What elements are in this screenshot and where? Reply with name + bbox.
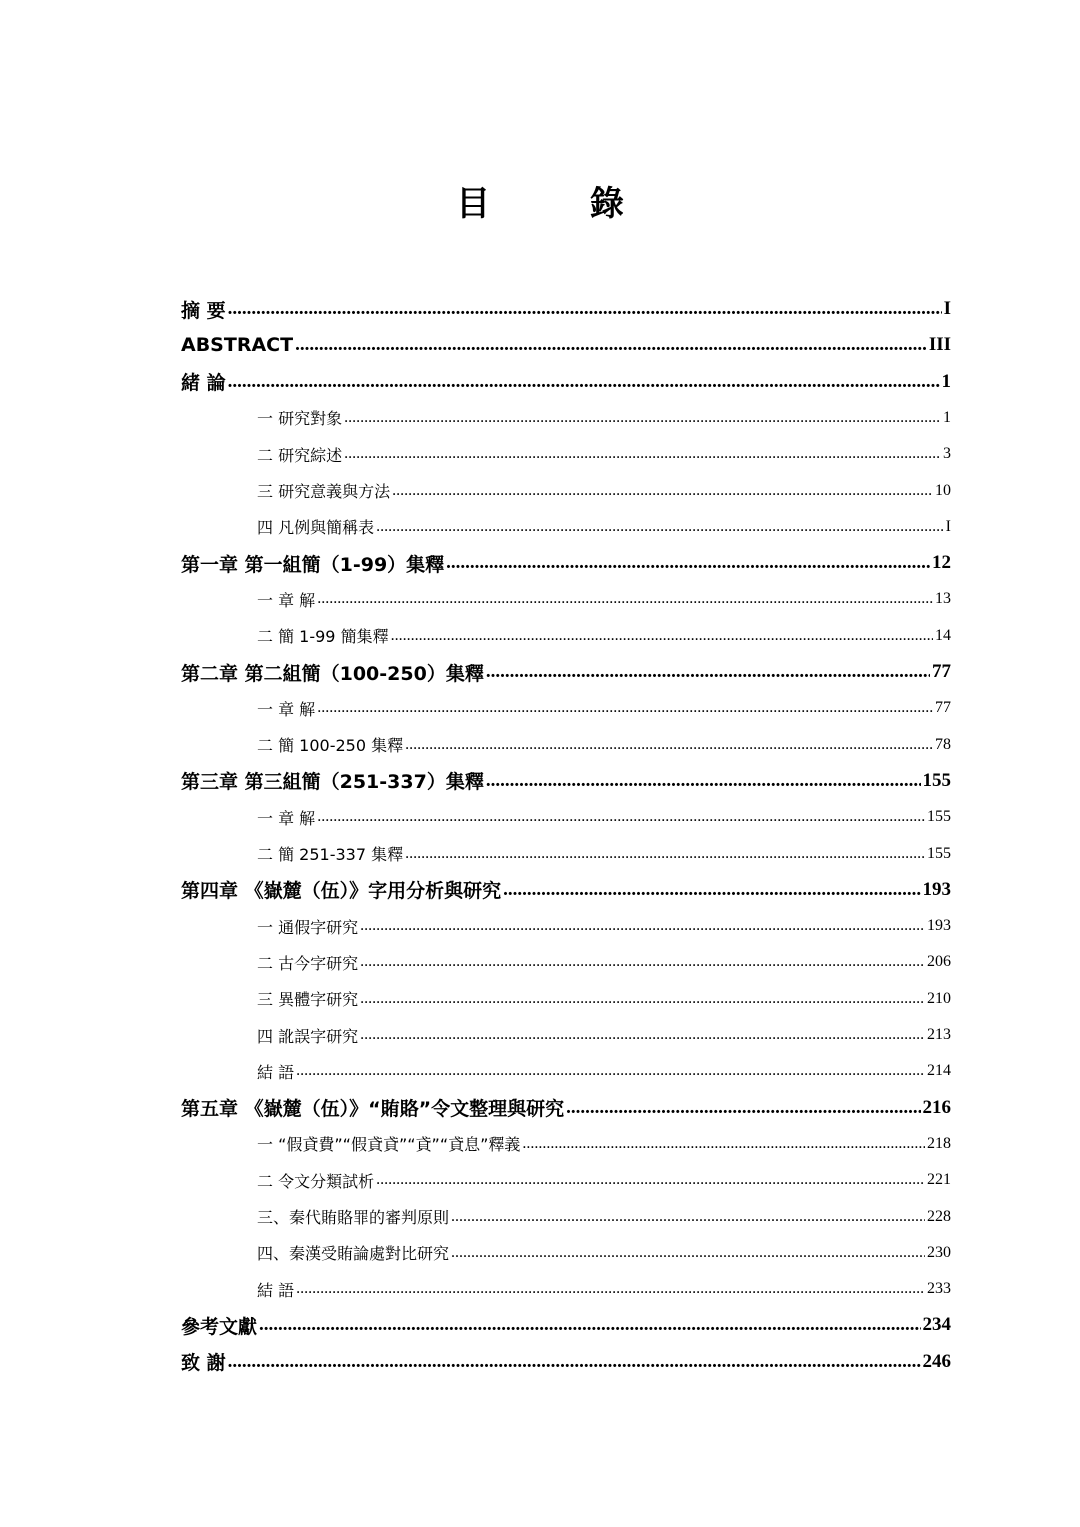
toc-entry-page-number: 218 — [927, 1134, 951, 1152]
toc-entry-page-number: I — [943, 298, 951, 319]
toc-entry-label: 第一章 第一組簡（1-99）集釋 — [181, 553, 445, 576]
toc-entry-page-number: 1 — [943, 408, 951, 426]
toc-entry-page-number: 78 — [935, 735, 951, 753]
toc-leader-dots — [451, 1244, 925, 1262]
toc-chapter-entry[interactable] — [181, 763, 951, 799]
toc-leader-dots — [317, 808, 925, 826]
toc-entry-label: 緒 論 — [181, 372, 226, 395]
toc-entry-page-number: 213 — [927, 1026, 951, 1043]
toc-entry-label: 四 訛誤字研究 — [257, 1026, 359, 1046]
toc-leader-dots — [228, 1351, 921, 1373]
toc-leader-dots — [566, 1097, 920, 1119]
toc-section-entry[interactable] — [257, 1199, 951, 1235]
toc-entry-label: 第三章 第三組簡（251-337）集釋 — [181, 771, 484, 794]
toc-entry-label: 摘 要 — [181, 299, 226, 322]
toc-entry-label: 二 簡 251-337 集釋 — [257, 845, 404, 864]
toc-entry-label: 二 令文分類試析 — [257, 1171, 375, 1191]
toc-section-entry[interactable] — [257, 1053, 951, 1089]
toc-section-entry[interactable] — [257, 1162, 951, 1198]
toc-section-entry[interactable] — [257, 618, 951, 654]
toc-leader-dots — [376, 518, 944, 536]
toc-entry-page-number: 228 — [927, 1207, 951, 1225]
toc-leader-dots — [296, 1062, 925, 1080]
toc-entry-label: 結 語 — [257, 1280, 295, 1300]
toc-leader-dots — [391, 627, 933, 645]
toc-leader-dots — [360, 990, 925, 1008]
toc-entry-page-number: 155 — [922, 769, 951, 791]
toc-entry-page-number: 214 — [927, 1062, 951, 1080]
toc-entry-label: 致 謝 — [181, 1352, 226, 1375]
toc-entry-label: 一 章 解 — [257, 590, 316, 610]
toc-section-entry[interactable] — [257, 690, 951, 726]
toc-section-entry[interactable] — [257, 799, 951, 835]
toc-chapter-entry[interactable] — [181, 327, 951, 363]
toc-leader-dots — [344, 445, 941, 463]
toc-leader-dots — [317, 699, 933, 717]
toc-leader-dots — [405, 845, 925, 863]
toc-leader-dots — [317, 590, 933, 608]
toc-section-entry[interactable] — [257, 400, 951, 436]
toc-entry-page-number: 206 — [927, 953, 951, 971]
toc-entry-page-number: 12 — [932, 552, 951, 574]
toc-chapter-entry[interactable] — [181, 291, 951, 327]
toc-entry-page-number: 221 — [927, 1171, 951, 1189]
page-title: 目 錄 — [456, 184, 668, 224]
toc-section-entry[interactable] — [257, 1235, 951, 1271]
toc-leader-dots — [405, 736, 933, 754]
toc-chapter-entry[interactable] — [181, 872, 951, 908]
toc-section-entry[interactable] — [257, 836, 951, 872]
toc-entry-page-number: 234 — [922, 1314, 951, 1336]
toc-entry-page-number: 13 — [935, 590, 951, 608]
toc-leader-dots — [451, 1208, 925, 1226]
toc-entry-page-number: 233 — [927, 1280, 951, 1298]
toc-entry-page-number: 193 — [922, 878, 951, 900]
toc-entry-page-number: 77 — [932, 661, 951, 682]
toc-entry-label: 第五章 《嶽麓（伍）》“賄賂”令文整理與研究 — [181, 1098, 565, 1121]
toc-section-entry[interactable] — [257, 1126, 951, 1162]
toc-entry-page-number: III — [928, 334, 951, 356]
toc-entry-label: 四、秦漢受賄論處對比研究 — [257, 1244, 450, 1264]
toc-leader-dots — [259, 1314, 920, 1336]
toc-entry-page-number: 14 — [935, 626, 951, 644]
toc-leader-dots — [344, 409, 941, 427]
toc-leader-dots — [360, 917, 925, 935]
toc-entry-label: 三、秦代賄賂罪的審判原則 — [257, 1208, 450, 1227]
toc-entry-label: 二 簡 100-250 集釋 — [257, 736, 404, 756]
toc-entry-page-number: I — [945, 517, 951, 535]
toc-leader-dots — [296, 1280, 925, 1298]
toc-leader-dots — [392, 482, 933, 500]
toc-entry-label: 一 “假貣費”“假貣貣”“貣”“貣息”釋義 — [257, 1135, 521, 1155]
toc-entry-label: 一 研究對象 — [257, 409, 343, 429]
toc-section-entry[interactable] — [257, 908, 951, 944]
toc-entry-page-number: 1 — [941, 370, 951, 392]
toc-section-entry[interactable] — [257, 1271, 951, 1307]
toc-entry-page-number: 230 — [927, 1243, 951, 1261]
toc-entry-page-number: 3 — [943, 445, 951, 463]
toc-entry-label: 四 凡例與簡稱表 — [257, 518, 375, 538]
toc-section-entry[interactable] — [257, 1017, 951, 1053]
toc-leader-dots — [376, 1171, 925, 1189]
toc-leader-dots — [228, 371, 940, 393]
toc-entry-label: 二 研究綜述 — [257, 445, 343, 465]
toc-entry-page-number: 216 — [922, 1096, 951, 1118]
toc-entry-page-number: 246 — [922, 1350, 951, 1372]
toc-chapter-entry[interactable] — [181, 1344, 951, 1380]
toc-entry-label: ABSTRACT — [181, 334, 294, 357]
toc-section-entry[interactable] — [257, 727, 951, 763]
toc-entry-label: 參考文獻 — [181, 1315, 258, 1338]
toc-leader-dots — [486, 770, 921, 792]
toc-entry-label: 三 異體字研究 — [257, 990, 359, 1010]
toc-section-entry[interactable] — [257, 981, 951, 1017]
toc-section-entry[interactable] — [257, 473, 951, 509]
toc-section-entry[interactable] — [257, 944, 951, 980]
toc-section-entry[interactable] — [257, 509, 951, 545]
toc-leader-dots — [503, 879, 920, 901]
toc-chapter-entry[interactable] — [181, 1307, 951, 1343]
toc-entry-page-number: 77 — [935, 699, 951, 717]
toc-chapter-entry[interactable] — [181, 654, 951, 690]
toc-leader-dots — [522, 1135, 925, 1153]
toc-entry-page-number: 193 — [927, 917, 951, 935]
toc-leader-dots — [360, 953, 925, 971]
toc-entry-label: 一 通假字研究 — [257, 917, 359, 937]
toc-leader-dots — [360, 1026, 925, 1044]
toc-entry-label: 二 簡 1-99 簡集釋 — [257, 627, 389, 647]
toc-section-entry[interactable] — [257, 581, 951, 617]
toc-entry-label: 一 章 解 — [257, 699, 316, 719]
toc-entry-page-number: 10 — [935, 481, 951, 499]
toc-entry-page-number: 155 — [927, 844, 951, 862]
toc-entry-label: 二 古今字研究 — [257, 953, 359, 973]
toc-entry-label: 一 章 解 — [257, 808, 316, 828]
toc-chapter-entry[interactable] — [181, 1090, 951, 1126]
toc-chapter-entry[interactable] — [181, 364, 951, 400]
toc-entry-page-number: 210 — [927, 989, 951, 1007]
toc-entry-label: 第四章 《嶽麓（伍）》字用分析與研究 — [181, 880, 502, 903]
toc-section-entry[interactable] — [257, 436, 951, 472]
toc-leader-dots — [228, 298, 942, 320]
toc-entry-label: 三 研究意義與方法 — [257, 482, 391, 501]
toc-leader-dots — [486, 661, 930, 683]
toc-leader-dots — [295, 334, 927, 356]
toc-entry-label: 第二章 第二組簡（100-250）集釋 — [181, 662, 484, 685]
toc-entry-page-number: 155 — [927, 808, 951, 826]
toc-chapter-entry[interactable] — [181, 545, 951, 581]
toc-leader-dots — [446, 552, 930, 574]
toc-entry-label: 結 語 — [257, 1062, 295, 1082]
